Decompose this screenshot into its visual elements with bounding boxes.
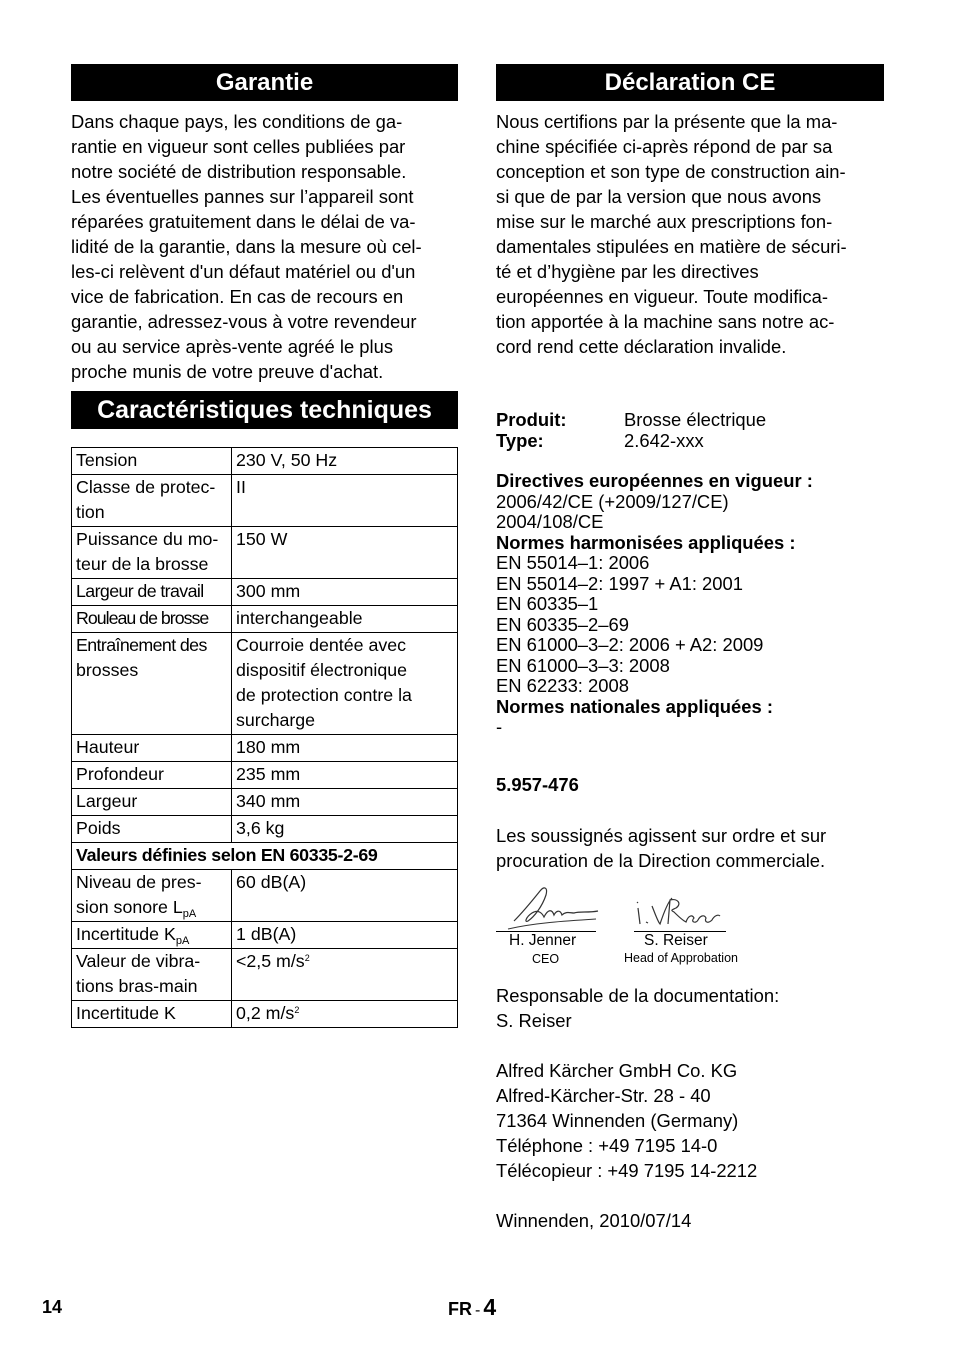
text-line: Nous certifions par la présente que la ma- — [496, 111, 838, 132]
garantie-heading: Garantie — [71, 64, 458, 101]
text-line: damentales stipulées en matière de sécuri- — [496, 236, 847, 257]
directive-item: 2006/42/CE (+2009/127/CE) — [496, 490, 729, 512]
table-cell-key: Puissance du mo- teur de la brosse — [72, 527, 232, 579]
type-value: 2.642-xxx — [624, 429, 704, 451]
type-label: Type: — [496, 429, 544, 451]
harmonised-label: Normes harmonisées appliquées : — [496, 531, 796, 553]
table-cell-key: Largeur — [72, 789, 232, 816]
text-line: tion apportée à la machine sans notre ac- — [496, 311, 835, 332]
text-line: vice de fabrication. En cas de recours en — [71, 286, 404, 307]
text-line: si que de par la version que nous avons — [496, 186, 822, 207]
table-cell-value: Courroie dentée avec dispositif électronique de protection contre la surcharge — [232, 633, 458, 735]
signer2-role: Head of Approbation — [624, 951, 738, 965]
table-cell-value: II — [232, 475, 458, 527]
section-page-number: 4 — [483, 1294, 497, 1320]
table-cell-value: 230 V, 50 Hz — [232, 448, 458, 475]
signature-jenner — [504, 883, 604, 933]
table-cell-value: 340 mm — [232, 789, 458, 816]
table-row — [72, 527, 458, 579]
table-cell-value: 3,6 kg — [232, 816, 458, 843]
standards-list — [496, 471, 884, 738]
table-cell-value: <2,5 $m/s^2$ — [232, 949, 458, 1001]
table-row — [72, 870, 458, 922]
type-row — [496, 431, 884, 452]
table-cell-value: 235 mm — [232, 762, 458, 789]
table-cell-key: Profondeur — [72, 762, 232, 789]
table-cell-key: Incertitude K — [72, 1001, 232, 1028]
garantie-text — [71, 109, 458, 384]
table-cell-value: 60 dB(A) — [232, 870, 458, 922]
text-line: garantie, adressez-vous à votre revendeur — [71, 311, 417, 332]
table-row — [72, 762, 458, 789]
specs-table — [71, 447, 458, 1028]
text-line: européennes en vigueur. Toute modifica- — [496, 286, 828, 307]
language-code: FR — [448, 1299, 472, 1319]
section-header-cell: Valeurs définies selon EN 60335-2-69 — [72, 843, 458, 870]
text-line: chine spécifiée ci-après répond de par sa — [496, 136, 833, 157]
standard-item: EN 55014–2: 1997 + A1: 2001 — [496, 572, 743, 594]
standard-item: EN 60335–1 — [496, 593, 599, 614]
table-cell-key: Niveau de pres- sion sonore $L_{pA}$ — [72, 870, 232, 922]
product-row — [496, 410, 884, 431]
document-number: 5.957-476 — [496, 774, 579, 795]
address-line: Alfred-Kärcher-Str. 28 - 40 — [496, 1085, 711, 1106]
text-line: Les éventuelles pannes sur l’appareil sont — [71, 186, 414, 207]
text-line: les-ci relèvent d'un défaut matériel ou d'un — [71, 261, 416, 282]
table-cell-value: 150 W — [232, 527, 458, 579]
standard-item: EN 62233: 2008 — [496, 675, 629, 696]
table-cell-value: 300 mm — [232, 579, 458, 606]
text-line: mise sur le marché aux prescriptions fon- — [496, 211, 833, 232]
product-info — [496, 410, 884, 451]
separator: - — [475, 1302, 481, 1319]
table-cell-key: Hauteur — [72, 735, 232, 762]
table-cell-key: Valeur de vibra- tions bras-main — [72, 949, 232, 1001]
signer2-name: S. Reiser — [644, 932, 708, 949]
text-line: notre société de distribution responsable. — [71, 161, 407, 182]
table-cell-key: Classe de protec- tion — [72, 475, 232, 527]
table-row — [72, 816, 458, 843]
text-line: ou au service après-vente agréé le plus — [71, 336, 394, 357]
company-address — [496, 1058, 884, 1183]
directive-item: 2004/108/CE — [496, 511, 604, 532]
address-line: Téléphone : +49 7195 14-0 — [496, 1135, 718, 1156]
table-cell-key: Tension — [72, 448, 232, 475]
standard-item: EN 61000–3–3: 2008 — [496, 654, 670, 676]
table-row — [72, 735, 458, 762]
table-row — [72, 1001, 458, 1028]
table-cell-value: 180 mm — [232, 735, 458, 762]
table-cell-value: interchangeable — [232, 606, 458, 633]
text-line: réparées gratuitement dans le délai de va- — [71, 211, 416, 232]
signer1-name: H. Jenner — [509, 932, 577, 949]
table-cell-key: Incertitude $K_{pA}$ — [72, 922, 232, 949]
national-value: - — [496, 716, 503, 737]
declaration-heading: Déclaration CE — [496, 64, 884, 101]
signers-statement: Les soussignés agissent sur ordre et sur procuration de la Direction commerciale. — [496, 825, 827, 871]
signer1-role: CEO — [532, 952, 560, 966]
directives-label: Directives européennes en vigueur : — [496, 470, 813, 491]
documentation-responsible: Responsable de la documentation: S. Reiser — [496, 985, 780, 1031]
text-line: proche munis de votre preuve d'achat. — [71, 361, 384, 382]
standard-item: EN 61000–3–2: 2006 + A2: 2009 — [496, 634, 764, 655]
address-line: Alfred Kärcher GmbH Co. KG — [496, 1060, 738, 1081]
text-line: Dans chaque pays, les conditions de ga- — [71, 111, 403, 132]
table-row — [72, 633, 458, 735]
table-row — [72, 789, 458, 816]
table-cell-key: Poids — [72, 816, 232, 843]
table-row — [72, 475, 458, 527]
table-row — [72, 606, 458, 633]
address-line: Télécopieur : +49 7195 14-2212 — [496, 1160, 758, 1181]
page-number: 14 — [42, 1297, 63, 1317]
standard-item: EN 60335–2–69 — [496, 613, 629, 635]
standard-item: EN 55014–1: 2006 — [496, 552, 650, 573]
text-line: conception et son type de construction ain- — [496, 161, 846, 182]
table-row — [72, 949, 458, 1001]
section-page-label — [448, 1294, 496, 1321]
product-label: Produit: — [496, 409, 567, 430]
text-line: cord rend cette déclaration invalide. — [496, 336, 787, 357]
text-line: té et d’hygiène par les directives — [496, 261, 759, 282]
table-row — [72, 922, 458, 949]
text-line: lidité de la garantie, dans la mesure où cel- — [71, 236, 422, 257]
declaration-intro — [496, 109, 884, 359]
specs-heading: Caractéristiques techniques — [71, 391, 458, 429]
signature-reiser — [634, 892, 729, 932]
table-cell-value: 1 dB(A) — [232, 922, 458, 949]
table-row — [72, 448, 458, 475]
table-cell-key: Largeur de travail — [72, 579, 232, 606]
table-row — [72, 579, 458, 606]
national-label: Normes nationales appliquées : — [496, 695, 773, 717]
text-line: rantie en vigueur sont celles publiées par — [71, 136, 406, 157]
product-value: Brosse électrique — [624, 409, 767, 430]
table-section-header — [72, 843, 458, 870]
place-date: Winnenden, 2010/07/14 — [496, 1210, 692, 1231]
table-cell-key: Rouleau de brosse — [72, 606, 232, 633]
address-line: 71364 Winnenden (Germany) — [496, 1110, 739, 1131]
table-cell-value: 0,2 $m/s^2$ — [232, 1001, 458, 1028]
table-cell-key: Entraînement des brosses — [72, 633, 232, 735]
